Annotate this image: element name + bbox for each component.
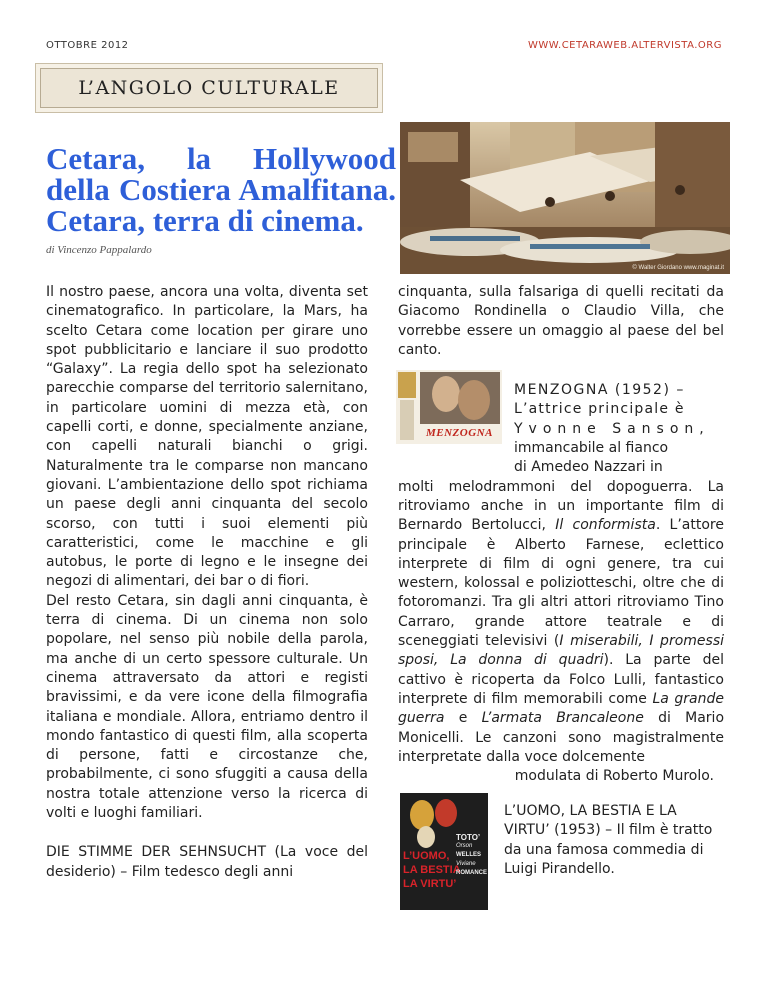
- issue-date: OTTOBRE 2012: [46, 40, 129, 51]
- site-url[interactable]: WWW.CETARAWEB.ALTERVISTA.ORG: [528, 40, 722, 51]
- uomo-bestia-paragraph: L’UOMO, LA BESTIA E LA VIRTU’ (1953) – Il film è tratto da una famosa commedia di Luigi Pirandello.: [504, 803, 713, 877]
- line: immancabile al fianco: [514, 440, 669, 457]
- line: modulata di Roberto Murolo.: [514, 768, 714, 785]
- poster-title-line: LA VIRTU’: [403, 878, 457, 890]
- film-title: L’armata Brancaleone: [481, 710, 644, 727]
- hero-photo: [400, 122, 730, 274]
- poster-title-line: LA BESTIA: [403, 864, 461, 876]
- line: MENZOGNA (1952) –: [514, 382, 685, 399]
- menzogna-poster-title: MENZOGNA: [426, 427, 493, 439]
- film-title: La grande guerra: [398, 690, 724, 727]
- poster-credit: Viviane: [456, 861, 476, 867]
- text: e: [444, 710, 482, 727]
- uomo-bestia-poster: [400, 793, 488, 910]
- film-title: I miserabili, I promessi sposi, La donna di quadri: [398, 633, 724, 669]
- menzogna-paragraph: [398, 478, 724, 767]
- column-left: [46, 283, 368, 882]
- column-right: [398, 283, 724, 786]
- menzogna-intro: [398, 381, 724, 477]
- photo-credit: © Walter Giordano www.maginat.it: [632, 265, 724, 271]
- paragraph: cinquanta, sulla falsariga di quelli recitati da Giacomo Rondinella o Claudio Villa, che vorrebbe essere un omaggio al paese del bel canto.: [398, 284, 724, 358]
- poster-title-line: L’UOMO,: [403, 850, 450, 862]
- line: L’attrice principale è: [514, 401, 685, 418]
- line: di Amedeo Nazzari in: [514, 459, 663, 476]
- poster-title: [403, 849, 461, 891]
- film-title: Il conformista: [555, 517, 656, 534]
- article-title: Cetara, la Hollywood della Costiera Amalfitana. Cetara, terra di cinema.: [46, 141, 396, 238]
- poster-credit: Orson: [456, 843, 473, 849]
- poster-credit: TOTO’: [456, 833, 481, 842]
- poster-credit: ROMANCE: [456, 870, 487, 876]
- text: ). La parte del cattivo è ricoperta da Folco Lulli, fantastico interprete di film memorabili come: [398, 652, 725, 707]
- text: molti melodrammoni del dopoguerra. La ritroviamo anche in un importante film di Bernardo Bertolucci,: [398, 478, 724, 534]
- line: Yvonne Sanson,: [514, 420, 710, 437]
- paragraph: Del resto Cetara, sin dagli anni cinquanta, è terra di cinema. Di un cinema non solo popolare, nel senso più nobile della parola, ma anche di un certo spessore culturale. Un cinema attraversato da attori e registi bravissimi, e da vere icone della filmografia italiana e mondiale. Allora, entriamo dentro il mondo fantastico di questi film, alla scoperta di persone, fatti e circostanze che, probabilmente, ci sono sfuggiti a causa della nostra totale attenzione verso la ricerca di volti e luoghi familiari.: [46, 592, 368, 822]
- section-banner: [40, 68, 378, 108]
- paragraph: DIE STIMME DER SEHNSUCHT (La voce del desiderio) – Film tedesco degli anni: [46, 844, 368, 880]
- paragraph: Il nostro paese, ancora una volta, diventa set cinematografico. In particolare, la Mars, ha scelto Cetara come location per girare uno spot pubblicitario e lanciare il suo prodotto “Galaxy”. La regia dello spot ha selezionato parecchie comparse del territorio salernitano, in particolare uomini di mezza età, con capelli corti, e donne, specialmente anziane, con capelli naturali bianchi o grigi. Naturalmente tra le comparse non mancano giovani. L’ambientazione dello spot richiama un paese degli anni cinquanta del secolo scorso, con tutti i suoi elementi più caratteristici, come le macchine e gli autobus, le porte di legno e le insegne dei negozi di alimentari, dei bar o di fiori.: [46, 284, 368, 590]
- article-byline: di Vincenzo Pappalardo: [46, 244, 152, 256]
- poster-credit: WELLES: [456, 852, 481, 858]
- section-label: L’ANGOLO CULTURALE: [78, 77, 340, 99]
- text: di Mario Monicelli. Le canzoni sono magistralmente interpretate dalla voce dolcemente: [398, 710, 725, 765]
- text: . L’attore principale è Alberto Farnese, eclettico interprete di film di ogni genere, tra cui western, kolossal e poliziotteschi, oltre che di fotoromanzi. Tra gli altri attori ritroviamo Tino Carraro, grande attore teatrale e di sceneggiati televisivi (: [398, 517, 724, 650]
- poster-credits: [456, 833, 487, 878]
